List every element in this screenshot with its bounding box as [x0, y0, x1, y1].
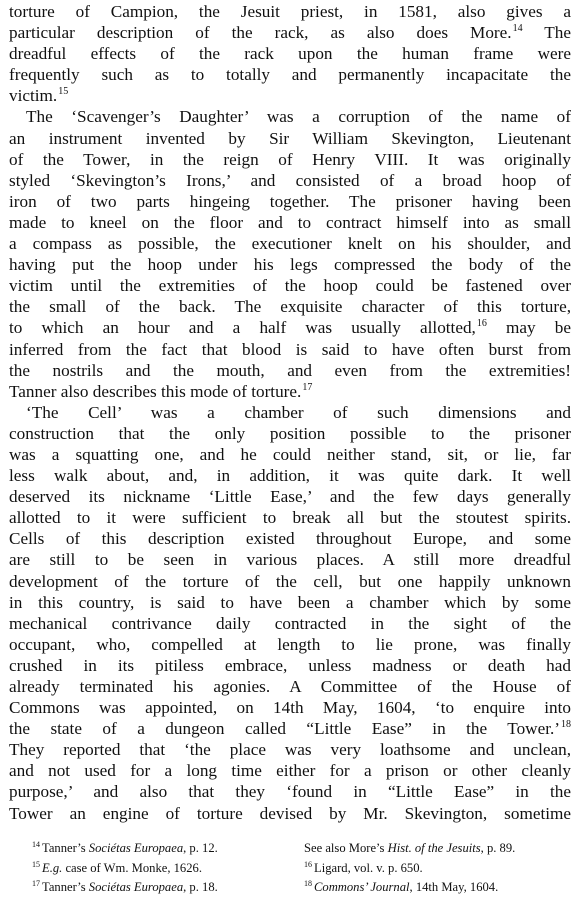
text-line: [9, 85, 571, 106]
text-line: [9, 697, 571, 718]
footnote-text-end: , p. 18.: [183, 880, 218, 895]
line-text: They reported that ‘the place was very loathsome and unclean,: [9, 740, 571, 760]
footnote-title: Sociétas Europaea: [88, 880, 184, 895]
line-text: and not used for a long time either for a prison or other cleanly: [9, 761, 571, 781]
line-text: the small of the back. The exquisite character of this torture,: [9, 297, 571, 317]
footnote-title: Commons’ Journal: [314, 880, 410, 895]
footnote-reference: 18: [561, 719, 571, 731]
text-line: [9, 781, 571, 802]
footnote-title: Hist. of the Jesuits: [387, 841, 481, 855]
line-text: Tower an engine of torture devised by Mr. Skevington, sometime: [9, 803, 571, 823]
footnote-entry: [304, 859, 572, 879]
text-line: [9, 317, 571, 338]
line-text: made to kneel on the floor and to contract himself into as small: [9, 212, 571, 232]
text-line: [9, 655, 571, 676]
footnote-reference: 14: [512, 23, 523, 35]
line-text: the nostrils and the mouth, and even from the extremities!: [9, 360, 571, 380]
text-line: [9, 296, 571, 317]
line-text: The ‘Scavenger’s Daughter’ was a corruption of the name of: [26, 107, 571, 127]
footnote-number: 17: [32, 879, 40, 889]
footnote-number: 18: [304, 879, 312, 889]
text-line: [9, 571, 571, 592]
line-text: frequently such as to totally and permanently incapacitate the: [9, 65, 571, 85]
text-line: [9, 613, 571, 634]
footnote-reference: 16: [476, 318, 487, 330]
text-line: [9, 634, 571, 655]
text-line: [9, 106, 571, 127]
line-text: a compass as possible, the executioner knelt on his shoulder, and: [9, 234, 571, 254]
text-line: [9, 718, 571, 739]
text-line: [9, 549, 571, 570]
text-line: [9, 739, 571, 760]
text-line: [9, 149, 571, 170]
footnote-reference: 15: [58, 86, 69, 98]
text-line: [9, 22, 571, 43]
footnote-text-end: , p. 89.: [480, 841, 516, 855]
footnote-row: [32, 878, 572, 898]
text-line: [9, 233, 571, 254]
text-line: [9, 402, 571, 423]
footnote-row: [32, 859, 572, 879]
line-text: was a squatting one, and he could neither stand, sit, or lie, far: [9, 444, 571, 464]
text-line: [9, 803, 571, 824]
line-text: Commons was appointed, on 14th May, 1604, ‘to enquire into: [9, 698, 571, 718]
footnote-entry: [32, 839, 304, 859]
line-text: already terminated his agonies. A Committee of the House of: [9, 677, 571, 696]
footnote-number: 14: [32, 840, 40, 849]
line-text: crushed in its pitiless embrace, unless madness or death had: [9, 655, 571, 675]
line-text: inferred from the fact that blood is said to have often burst from: [9, 339, 571, 359]
footnote-text-end: , 14th May, 1604.: [409, 880, 499, 895]
footnote-text: See also More’s: [304, 841, 388, 855]
footnote-entry: [32, 878, 304, 898]
footnote-entry: [32, 859, 304, 879]
text-line: [9, 423, 571, 444]
line-text: allotted to it were sufficient to break all but the stoutest spirits.: [9, 508, 571, 528]
footnote-text: Ligard, vol. v. p. 650.: [314, 860, 423, 875]
line-text: iron of two parts hingeing together. The prisoner having been: [9, 191, 571, 211]
line-text: styled ‘Skevington’s Irons,’ and consisted of a broad hoop of: [9, 170, 571, 190]
line-text: deserved its nickname ‘Little Ease,’ and the few days generally: [9, 487, 571, 507]
text-line: [9, 64, 571, 85]
line-text: to which an hour and a half was usually allotted,: [9, 318, 476, 338]
page-body: [9, 1, 571, 824]
line-text-tail: The: [522, 23, 571, 43]
text-line: [9, 191, 571, 212]
text-line: [9, 486, 571, 507]
footnote-number: 16: [304, 859, 312, 869]
text-line: [9, 444, 571, 465]
footnote-entry: [304, 878, 572, 898]
line-text: victim until the extremities of the hoop could be fastened over: [9, 276, 571, 296]
footnote-text-end: , p. 12.: [183, 841, 218, 855]
text-line: [9, 212, 571, 233]
line-text: Cells of this description existed throughout Europe, and some: [9, 529, 571, 549]
text-line: [9, 254, 571, 275]
text-line: [9, 360, 571, 381]
text-line: [9, 592, 571, 613]
text-line: [9, 381, 571, 402]
text-line: [9, 528, 571, 549]
line-text: purpose,’ and also that they ‘found in “Little Ease” in the: [9, 782, 571, 802]
footnote-title: E.g.: [42, 860, 63, 875]
line-text: ‘The Cell’ was a chamber of such dimensions and: [26, 402, 571, 422]
footnote-text-end: case of Wm. Monke, 1626.: [62, 860, 202, 875]
line-text-tail: may be: [486, 318, 571, 338]
text-line: [9, 339, 571, 360]
line-text: less walk about, and, in addition, it was quite dark. It well: [9, 466, 571, 486]
text-line: [9, 1, 571, 22]
footnote-text: Tanner’s: [42, 880, 89, 895]
line-text: occupant, who, compelled at length to lie prone, was finally: [9, 634, 571, 654]
line-text: having put the hoop under his legs compressed the body of the: [9, 255, 571, 275]
line-text: dreadful effects of the rack upon the human frame were: [9, 44, 571, 64]
text-line: [9, 507, 571, 528]
text-line: [9, 760, 571, 781]
text-line: [9, 275, 571, 296]
text-line: [9, 128, 571, 149]
text-line: [9, 43, 571, 64]
line-text: of the Tower, in the reign of Henry VIII. It was originally: [9, 149, 571, 169]
line-text: victim.: [9, 86, 58, 106]
footnote-number: 15: [32, 859, 40, 869]
line-text: Tanner also describes this mode of torture.: [9, 381, 302, 401]
footnote-entry: [304, 839, 572, 859]
text-line: [9, 676, 571, 697]
text-line: [9, 170, 571, 191]
line-text: the state of a dungeon called “Little Ease” in the Tower.’: [9, 719, 560, 739]
footnote-text: Tanner’s: [42, 841, 89, 855]
footnote-title: Sociétas Europaea: [88, 841, 184, 855]
text-line: [9, 465, 571, 486]
footnotes: [32, 839, 572, 898]
line-text: mechanical contrivance daily contracted in the sight of the: [9, 613, 571, 633]
footnote-reference: 17: [302, 381, 313, 393]
line-text: particular description of the rack, as also does More.: [9, 23, 512, 43]
line-text: construction that the only position possible to the prisoner: [9, 423, 571, 443]
line-text: are still to be seen in various places. A still more dreadful: [9, 550, 571, 570]
line-text: an instrument invented by Sir William Skevington, Lieutenant: [9, 128, 571, 148]
line-text: in this country, is said to have been a chamber which by some: [9, 592, 571, 612]
line-text: development of the torture of the cell, but one happily unknown: [9, 571, 571, 591]
line-text: torture of Campion, the Jesuit priest, in 1581, also gives a: [9, 2, 571, 21]
footnote-row: [32, 839, 572, 859]
